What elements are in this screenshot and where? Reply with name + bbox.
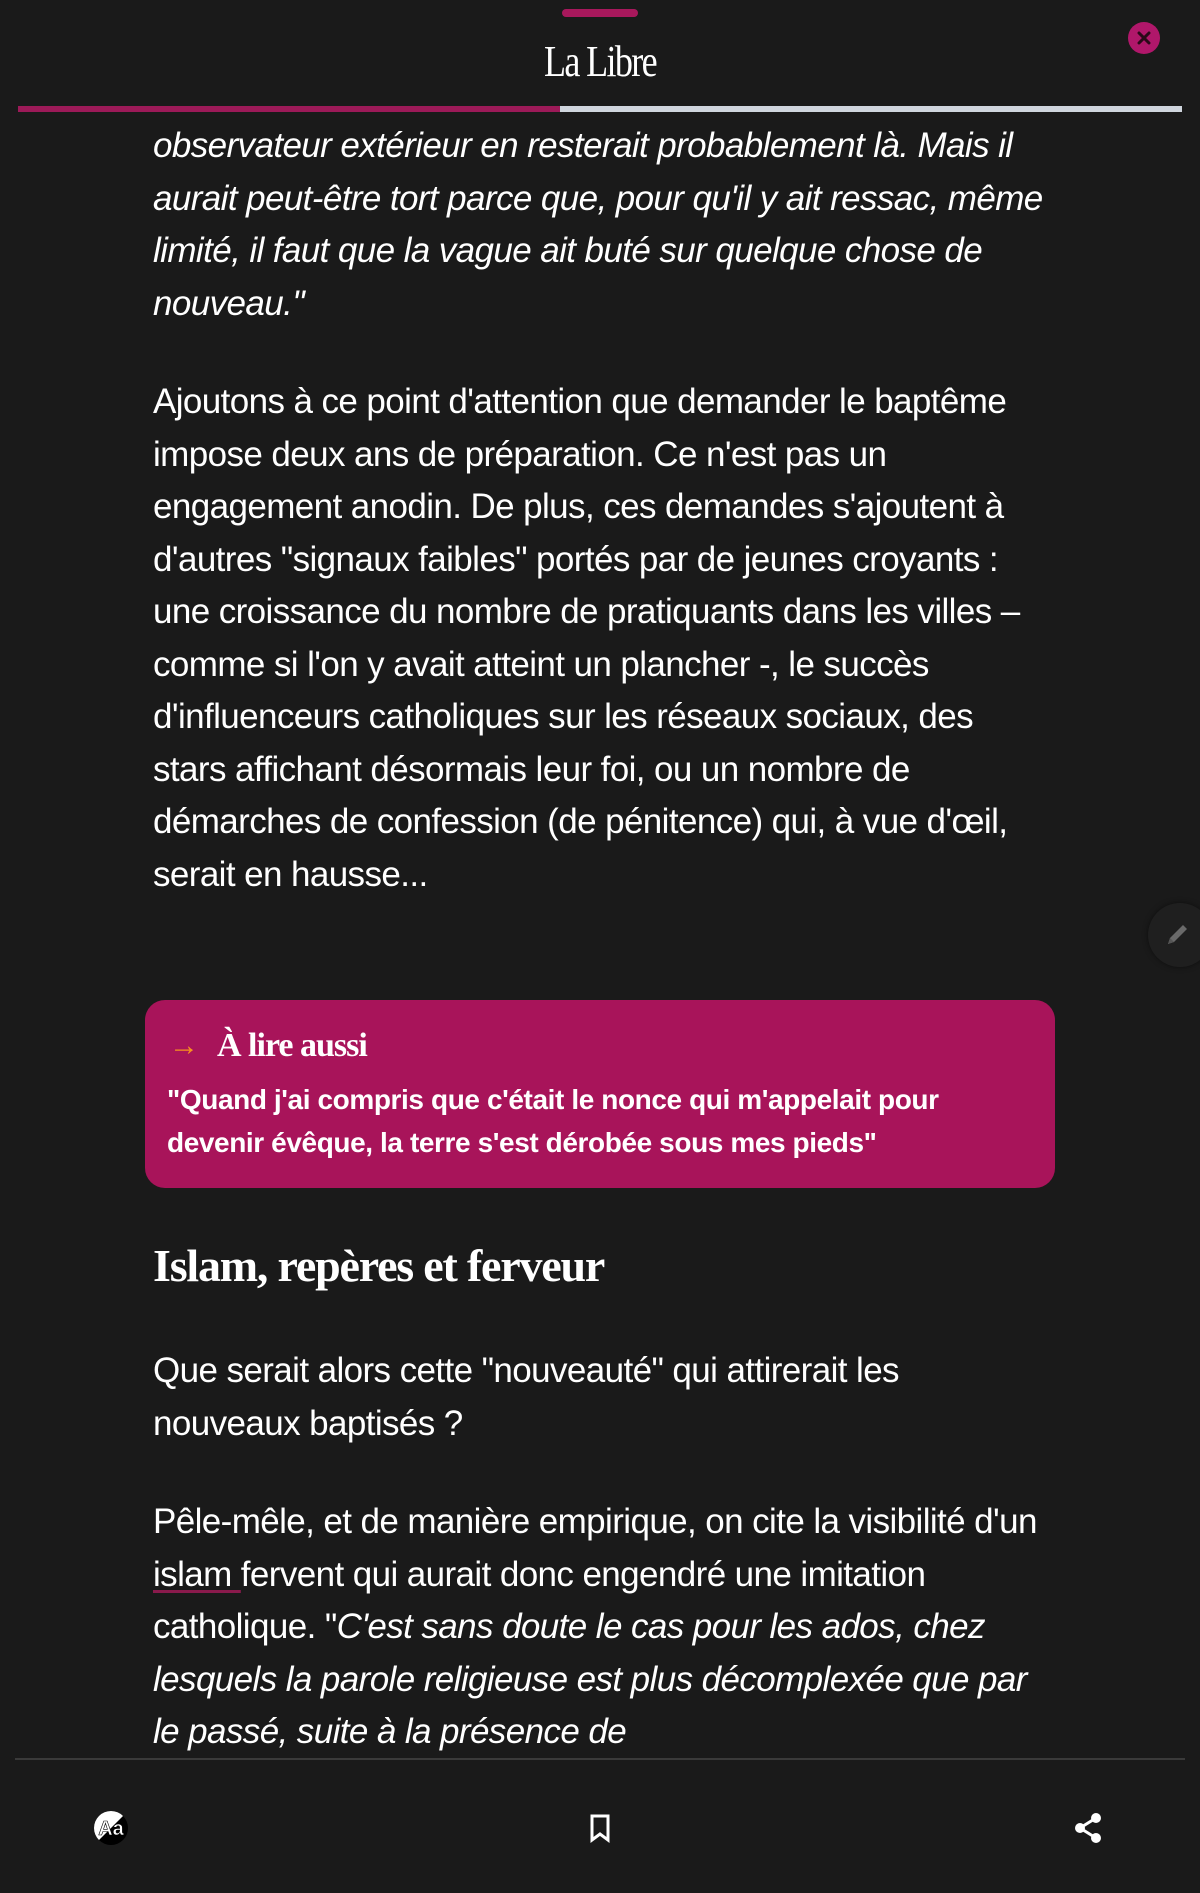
bottom-toolbar [0,1760,1200,1893]
text-size-button[interactable] [91,1808,131,1848]
brand-logo: La Libre [543,37,657,86]
tag-link-islam[interactable]: islam [153,1554,241,1594]
bookmark-button[interactable] [580,1808,620,1848]
share-button[interactable] [1068,1808,1108,1848]
drag-handle[interactable] [562,9,638,17]
paragraph-text: fervent qui aurait donc engendré une imitation catholique. " [153,1554,926,1646]
edit-button[interactable] [1148,903,1200,967]
close-icon [1137,31,1151,45]
bookmark-icon [586,1812,614,1844]
reading-progress-fill [18,106,560,112]
text-size-icon [93,1810,129,1846]
close-button[interactable] [1128,22,1160,54]
reading-progress-bar [18,106,1182,112]
pencil-icon [1162,920,1192,950]
quote-text: C'est sans doute le cas pour les ados, chez lesquels la parole religieuse est plus décomplexée que par le passé, suite à la présence de [153,1607,1027,1751]
article-body-continued [153,1345,1053,1805]
quote-continuation: observateur extérieur en resterait probablement là. Mais il aurait peut-être tort parce que, pour qu'il y ait ressac, même limité, il faut que la vague ait buté sur quelque chose de nouveau." [153,126,1043,323]
article-paragraph [153,1496,1053,1759]
arrow-right-icon: → [169,1029,199,1062]
related-article-card[interactable] [145,1000,1055,1188]
section-heading: Islam, repères et ferveur [153,1240,605,1291]
article-paragraph: Ajoutons à ce point d'attention que demander le baptême impose deux ans de préparation. Ce n'est pas un engagement anodin. De plus, ces demandes s'ajoutent à d'autres "signaux faibles" portés par de jeunes croyants : une croissance du nombre de pratiquants dans les villes – comme si l'on y avait atteint un plancher -, le succès d'influenceurs catholiques sur les réseaux sociaux, des stars affichant désormais leur foi, ou un nombre de démarches de confession (de pénitence) qui, à vue d'œil, serait en hausse... [153,382,1020,894]
article-body [153,120,1053,947]
related-article-label: À lire aussi [217,1027,367,1064]
article-paragraph: Que serait alors cette "nouveauté" qui attirerait les nouveaux baptisés ? [153,1351,899,1443]
paragraph-text: Pêle-mêle, et de manière empirique, on cite la visibilité d'un [153,1502,1037,1541]
related-article-title[interactable]: "Quand j'ai compris que c'était le nonce qui m'appelait pour devenir évêque, la terre s'est dérobée sous mes pieds" [167,1084,939,1158]
related-article-header [167,1022,1033,1070]
share-icon [1070,1810,1106,1846]
svg-text:Aa: Aa [98,1818,124,1840]
